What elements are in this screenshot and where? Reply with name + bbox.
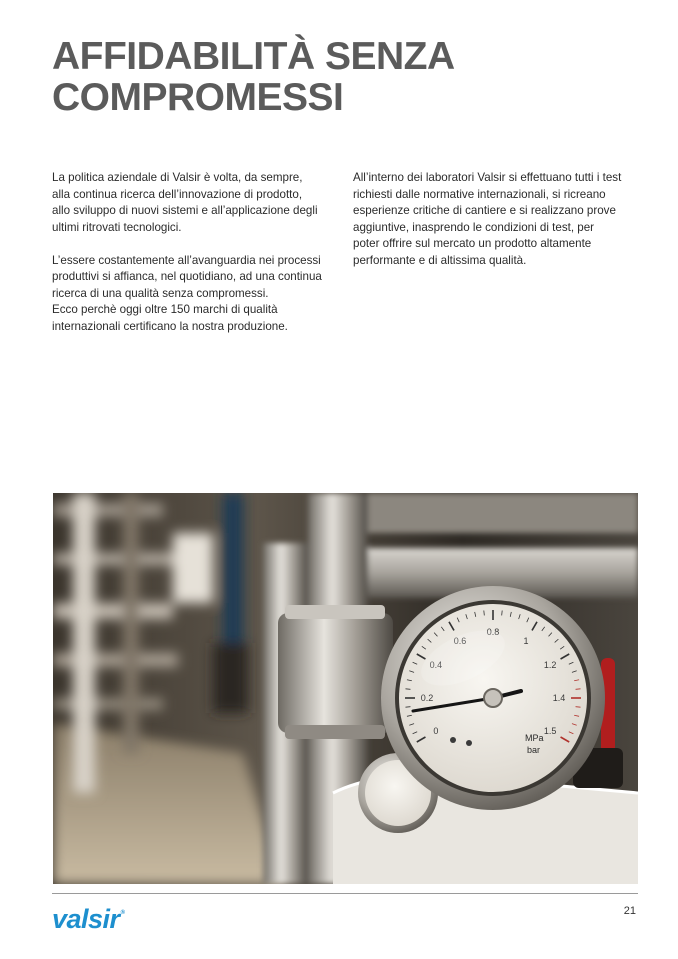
gauge-tick-label: 1 (523, 635, 529, 646)
gauge-tick (405, 689, 410, 690)
footer-divider (52, 893, 638, 894)
gauge-tick (576, 689, 581, 690)
page-title-line-1: AFFIDABILITÀ SENZA (52, 35, 455, 78)
gauge-unit-mpa: MPa (525, 733, 544, 743)
gauge-tick-label: 1.2 (543, 660, 557, 670)
registered-mark: ® (120, 910, 125, 916)
gauge-tick-label: 1.4 (552, 693, 566, 703)
gauge-tick-label: 0 (433, 726, 439, 736)
gauge-tick (405, 707, 410, 708)
gauge-tick (502, 610, 503, 615)
gauge-tick-label: 1.5 (543, 726, 557, 736)
left-paragraph-1: La politica aziendale di Valsir è volta, da sempre, alla continua ricerca dell’innovazione di prodotto, allo sviluppo di nuovi sistemi e all’applicazione degli ultimi ritrovati tecnologici. (52, 171, 318, 234)
gauge-tick (484, 610, 485, 615)
gauge-tick-label: 0.4 (429, 660, 443, 670)
page-title (52, 36, 652, 118)
gauge-tick-label: 0.6 (453, 635, 467, 646)
valsir-logo (52, 898, 125, 934)
left-text-column (52, 170, 342, 352)
gauge-tick (576, 707, 581, 708)
page-number: 21 (623, 905, 636, 917)
right-paragraph-1: All’interno dei laboratori Valsir si effettuano tutti i test richiesti dalle normative internazionali, si ricreano esperienze critiche di cantiere e si realizzano prove aggiuntive, inasprendo le condizioni di test, per poter offrire sul mercato un prodotto altamente performante e di altissima qualità. (353, 171, 622, 267)
right-text-column (353, 170, 643, 286)
gauge-unit-bar: bar (527, 745, 541, 755)
pressure-gauge-illustration (53, 493, 638, 884)
gauge-tick-label: 0.8 (486, 627, 500, 637)
page-title-line-2: COMPROMESSI (52, 76, 344, 119)
left-paragraph-2: L’essere costantemente all’avanguardia nei processi produttivi si affianca, nel quotidiano, ad una continua ricerca di una qualità senza compromessi. Ecco perchè oggi oltre 150 marchi di qualità internazionali certificano la nostra produzione. (52, 253, 322, 333)
pressure-gauge-photo (53, 493, 638, 884)
valsir-logo-text: valsir (52, 904, 120, 934)
gauge-tick-label: 0.2 (420, 693, 434, 703)
